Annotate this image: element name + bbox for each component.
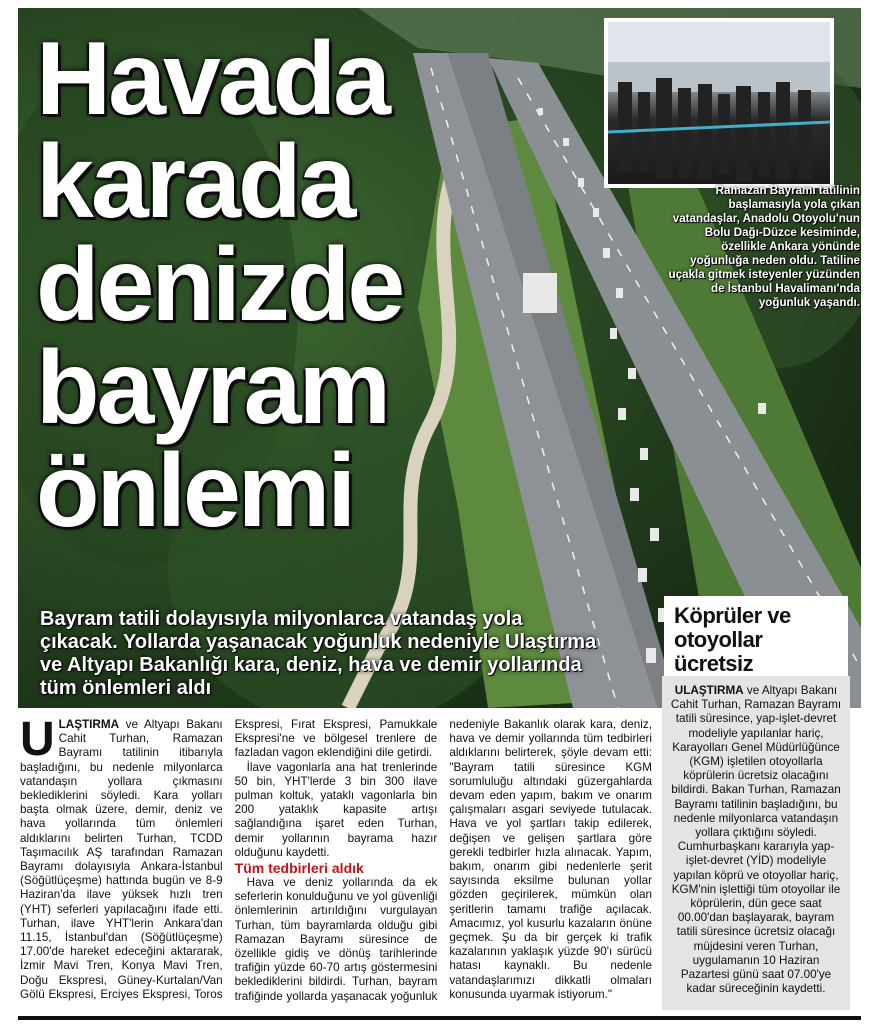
bottom-rule: [18, 1016, 861, 1020]
sidebar-title: Köprüler ve otoyollar ücretsiz: [674, 603, 791, 676]
photo-caption: Ramazan Bayramı tatilinin başlamasıyla yola çıkan vatandaşlar, Anadolu Otoyolu'nun Bolu Dağı-Düzce kesiminde, özellikle Ankara yönünde yoğunluğa neden oldu. Tatiline uçakla gitmek isteyenler yüzünden de İstanbul Havalimanı'nda yoğunluk yaşandı.: [668, 184, 860, 309]
drop-cap: U: [20, 713, 55, 766]
airport-crowd-photo: [604, 18, 834, 188]
lead-paragraph: Bayram tatili dolayısıyla milyonlarca vatandaş yola çıkacak. Yollarda yaşanacak yoğunluk nedeniyle Ulaştırma ve Altyapı Bakanlığı kara, deniz, hava ve demir yollarında tüm önlemleri aldı: [40, 608, 597, 699]
sidebar-box: [662, 676, 850, 1010]
article-column-1: [20, 713, 652, 1010]
sidebar-lead-word: ULAŞTIRMA: [674, 684, 744, 697]
article-paragraph: İlave vagonlarla ana hat trenlerinde 50 bin, YHT'lerde 3 bin 300 ilave pulman koltuk, yataklı vagonlarla bin 200 yataklık kapasite artışı sağlandığına işaret eden Turhan, demir yollarının bayrama hazır olduğunu kaydetti.: [234, 760, 438, 859]
headline-line: karada: [36, 124, 354, 240]
headline-line: önlemi: [36, 433, 354, 549]
airport-crowd-illustration: [608, 22, 830, 184]
sidebar-title-box: [664, 596, 848, 682]
sidebar-body: ve Altyapı Bakanı Cahit Turhan, Ramazan Bayramı tatili süresince, yap-işlet-devret modeliyle yapılanlar hariç, Karayolları Genel Müdürlüğünce (KGM) işletilen otoyollarla köprülerin ücretsiz olacağını bildirdi. Bakan Turhan, Ramazan Bayramı tatilinin başladığını, bu nedenle milyonlarca vatandaşın yollara çıktığını söyledi. Cumhurbaşkanı kararıyla yap-işlet-devret (YİD) modeliyle yapılan köprü ve otoyollar hariç, KGM'nin işlettiği tüm otoyollar ile köprülerin, dün gece saat 00.00'dan başlayarak, bayram tatili süresince ücretsiz olacağı müjdesini veren Turhan, uygulamanın 10 Haziran Pazartesi günü saat 07.00'ye kadar süreceğinin kaydetti.: [670, 684, 842, 996]
headline: [36, 21, 506, 549]
headline-line: denizde: [36, 227, 403, 343]
headline-line: bayram: [36, 330, 388, 446]
article-subhead: Tüm tedbirleri aldık: [234, 860, 364, 877]
headline-line: Havada: [36, 21, 388, 137]
article-paragraph: Hava ve deniz yollarında da ek seferlerin konulduğunu ve yol güvenliği önlemlerinin artırıldığını vurgulayan Turhan, tüm bayramlarda olduğu gibi Ramazan Bayramı süresince de özellikle gidiş ve dönüş tarihlerinde trafiğin yüzde 60-70 artış göstermesini beklediklerini bildirdi. Turhan, bayram trafiğinde yollarda yaşanacak yoğunluk nedeniyle Bakanlık olarak kara, deniz, hava ve demir yollarında tüm tedbirleri aldıklarını belirterek, şöyle devam etti: "Bayram tatili süresince KGM sorumluluğu altındaki güzergahlarda devam eden yapım, bakım ve onarım çalışmaları asgari seviyede tutulacak. Hava ve yol şartları takip edilerek, değişen ve gelişen şartlara göre gerekli tedbirler hızla alınacak. Yapım, bakım, onarım gibi nedenlerle şerit sayısında eksilme bulunan yollar gözden geçirilerek, mümkün olan şeritlerin tamamı trafiğe açılacak. Amacımız, yol kusurlu kazaların önüne geçmek. Şu da bir gerçek ki trafik kazalarının yaklaşık yüzde 90'ı sürücü hatası kaynaklı. Bu nedenle vatandaşlarımızı dikkatli olmaları konusunda uyarmak istiyorum.": [234, 718, 652, 1003]
article-paragraph: ve Altyapı Bakanı Cahit Turhan, Ramazan Bayramı tatilinin itibarıyla başladığını, bu nedenle milyonlarca vatandaşın yollara çıkmasını beklediklerini söyledi. Kara yolları başta olmak üzere, demir, deniz ve hava yollarında tüm önlemleri aldıklarını belirten Turhan, TCDD Taşımacılık AŞ tarafından Ramazan Bayramı dolayısıyla Ankara-İstanbul (Söğütlüçeşme) hattında bugün ve 8-9 Haziran'da ilave yüksek hızlı tren (YHT) seferleri yapılacağını ifade etti. Turhan, ilave YHT'lerin Ankara'dan 11.15, İstanbul'dan (Söğütlüçeşme) 17.00'de hareket edeceğini aktararak, İzmir Mavi Tren, Konya Mavi Tren, Doğu Ekspresi, Güney-Kurtalan/Van Gölü Ekspresi, Erciyes Ekspresi, Toros Ekspresi, Fırat Ekspresi, Pamukkale Ekspresi'ne ve bölgesel trenlere de fazladan vagon eklendiğini dile getirdi.: [20, 718, 438, 1001]
article-lead-word: LAŞTIRMA: [58, 718, 120, 731]
